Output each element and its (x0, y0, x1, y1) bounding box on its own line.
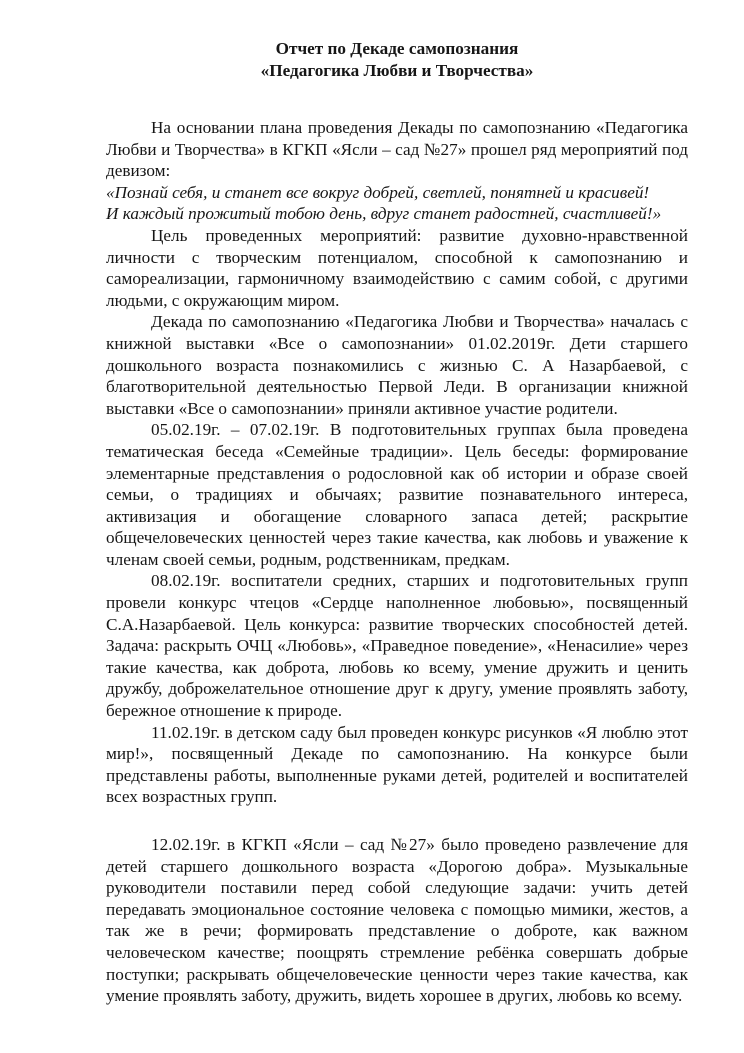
title-line-1: Отчет по Декаде самопознания (275, 39, 519, 58)
entertainment-paragraph: 12.02.19г. в КГКП «Ясли – сад №27» было проведено развлечение для детей старшего дошкольного возраста «Дорогою добра». Музыкальные руководители поставили перед собой следующие задачи: учить детей передавать эмоциональное состояние человека с помощью мимики, жестов, а так же в речи; формировать представление о доброте, как важном человеческом качестве; поощрять стремление ребёнка совершать добрые поступки; раскрывать общечеловеческие ценности через такие качества, как умение проявлять заботу, дружить, видеть хорошее в других, любовь ко всему. (106, 835, 688, 1006)
motto-line-2: И каждый прожитый тобою день, вдруг станет радостней, счастливей!» (106, 204, 662, 224)
family-traditions-paragraph: 05.02.19г. – 07.02.19г. В подготовительных группах была проведена тематическая беседа «Семейные традиции». Цель беседы: формирование элементарные представления о родословной как об истории и образе своей семьи, о традициях и обычаях; развитие познавательного интереса, активизация и обогащение словарного запаса детей; раскрытие общечеловеческих ценностей через такие качества, как любовь и уважение к членам своей семьи, родным, родственникам, предкам. (106, 420, 688, 569)
goal-paragraph: Цель проведенных мероприятий: развитие духовно-нравственной личности с творческим потенциалом, способной к самопознанию и самореализации, гармоничному взаимодействию с самим собой, с другими людьми, с окружающим миром. (106, 225, 688, 310)
page-title (106, 38, 688, 82)
drawing-contest-paragraph: 11.02.19г. в детском саду был проведен конкурс рисунков «Я люблю этот мир!», посвященный Декаде по самопознанию. На конкурсе были представлены работы, выполненные руками детей, родителей и воспитателей всех возрастных групп. (106, 722, 688, 807)
motto (106, 182, 688, 225)
title-line-2: «Педагогика Любви и Творчества» (260, 61, 534, 80)
intro-paragraph: На основании плана проведения Декады по самопознанию «Педагогика Любви и Творчества» в КГКП «Ясли – сад №27» прошел ряд мероприятий под девизом: (106, 118, 688, 181)
motto-line-1: «Познай себя, и станет все вокруг добрей, светлей, понятней и красивей! (106, 182, 650, 202)
book-exhibition-paragraph: Декада по самопознанию «Педагогика Любви и Творчества» началась с книжной выставки «Все о самопознании» 01.02.2019г. Дети старшего дошкольного возраста познакомились с жизнью С. А Назарбаевой, с благотворительной деятельностью Первой Леди. В организации книжной выставки «Все о самопознании» приняли активное участие родители. (106, 312, 688, 418)
reading-contest-paragraph: 08.02.19г. воспитатели средних, старших и подготовительных групп провели конкурс чтецов «Сердце наполненное любовью», посвященный С.А.Назарбаевой. Цель конкурса: развитие творческих способностей детей. Задача: раскрыть ОЧЦ «Любовь», «Праведное поведение», «Ненасилие» через такие качества, как доброта, любовь ко всему, умение дружить и ценить дружбу, доброжелательное отношение друг к другу, умение проявлять заботу, бережное отношение к природе. (106, 571, 688, 721)
